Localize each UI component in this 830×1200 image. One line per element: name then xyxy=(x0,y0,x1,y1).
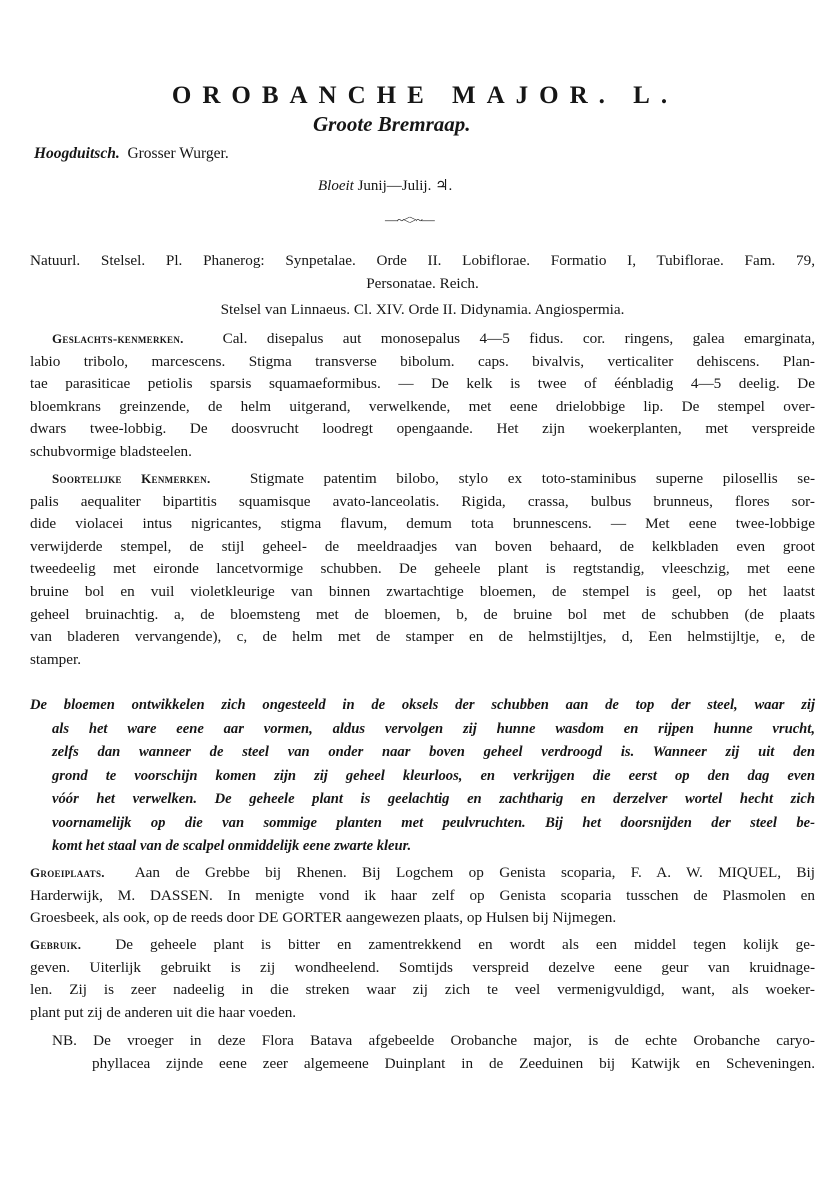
text-line: palis aequaliter bipartitis squamisque avato-lanceolatis. Rigida, crassa, bulbus brunneus, flores sor- xyxy=(30,492,815,510)
classification xyxy=(30,250,815,322)
text-line: Groesbeek, als ook, op de reeds door DE GORTER aangewezen plaats, op Hulsen bij Nijmegen. xyxy=(30,909,617,927)
section-label: Geslachts-kenmerken. xyxy=(52,331,184,346)
bloom-period: Junij—Julij. ♃. xyxy=(357,178,453,194)
text: De geheele plant is bitter en zamentrekkend en wordt als een middel tegen kolijk ge- xyxy=(115,936,815,953)
text-line: Harderwijk, M. DASSEN. In menigte vond ik haar zelf op Genista scoparia tusschen de Plasmolen en xyxy=(30,886,815,904)
text: Cal. disepalus aut monosepalus 4—5 fidus. cor. ringens, galea emarginata, xyxy=(222,330,816,347)
text-line: bloemkrans greinzende, de helm uitgerand, verwelkende, met eene drielobbige lip. De stempel over- xyxy=(30,397,815,415)
text-line: stamper. xyxy=(30,650,82,668)
text-line: voornamelijk op die van sommige planten met peulvruchten. Bij het doorsnijden der steel be- xyxy=(52,814,815,831)
text-line: van bladeren vervangende), c, de helm met de stamper en de helmstijltjes, d, Een helmstijltje, e, de xyxy=(30,628,815,646)
italic-paragraph xyxy=(30,694,815,859)
text-line: grond te voorschijn komen zijn zij geheel kleurloos, en verkrijgen die eerst op den dag even xyxy=(52,767,815,784)
text-line: De bloemen ontwikkelen zich ongesteeld in de oksels der schubben aan de top der steel, waar zij xyxy=(30,697,815,713)
paragraph-first-line xyxy=(30,862,815,885)
text-line: vóór het verwelken. De geheele plant is geelachtig en zachtharig en derzelver wortel hecht zich xyxy=(52,791,815,807)
nota-bene xyxy=(30,1030,815,1075)
linnaeus-line: Stelsel van Linnaeus. Cl. XIV. Orde II. Didynamia. Angiospermia. xyxy=(220,301,625,319)
text-line: dide violacei intus nigricantes, stigma flavum, demum tota brunnescens. — Met eene twee-lobbige xyxy=(30,515,815,533)
text-line: labio tribolo, marcescens. Stigma transverse bibolum. caps. bivalvis, verticaliter dehiscens. Plan- xyxy=(30,352,815,370)
classification-line: Personatae. Reich. xyxy=(366,274,479,292)
german-name: Grosser Wurger. xyxy=(127,145,229,162)
text-line: len. Zij is zeer nadeelig in die streken waar zij zich te veel vermenigvuldigd, want, als woeker- xyxy=(30,981,815,999)
german-label: Hoogduitsch. xyxy=(34,145,120,162)
paragraph-first-line xyxy=(30,468,815,491)
paragraph-first-line xyxy=(30,328,815,351)
text: Aan de Grebbe bij Rhenen. Bij Logchem op Genista scoparia, F. A. W. MIQUEL, Bij xyxy=(134,864,815,881)
ornament-divider: —~<>~— xyxy=(385,212,434,227)
text-line: tweedeelig met eironde lancetvormige schubben. De geheele plant is regtstandig, vleeschzig, met eene xyxy=(30,560,815,578)
paragraph-first-line xyxy=(30,934,815,957)
text-line: plant put zij de anderen uit die haar voeden. xyxy=(30,1003,297,1021)
bloom-label: Bloeit xyxy=(318,178,354,194)
text-line: geven. Uiterlijk gebruikt is zij wondheelend. Somtijds verspreid dezelve eene geur van kruidnage- xyxy=(30,958,815,976)
section-label: Gebruik. xyxy=(30,937,82,952)
geslachts-kenmerken xyxy=(30,328,815,464)
section-label: NB. xyxy=(52,1032,77,1049)
german-name-line xyxy=(34,145,229,163)
text: Stigmate patentim bilobo, stylo ex toto-staminibus superne pilosellis se- xyxy=(249,470,816,487)
dutch-name: Groote Bremraap. xyxy=(313,112,471,136)
text-line: zelfs dan wanneer de steel van onder naar boven geheel verdroogd is. Wanneer zij uit den xyxy=(52,744,815,760)
text: De vroeger in deze Flora Batava afgebeelde Orobanche major, is de echte Orobanche caryo- xyxy=(93,1032,815,1049)
text-line: verwijderde stempel, de stijl geheel- de meeldraadjes van boven behaard, de kelkbladen even groot xyxy=(30,537,815,555)
text-line: komt het staal van de scalpel onmiddelijk eene zwarte kleur. xyxy=(52,838,412,854)
text-line: als het ware eene aar vormen, aldus vervolgen zij hunne wasdom en rijpen hunne vrucht, xyxy=(52,720,815,737)
text-line: schubvormige bladsteelen. xyxy=(30,442,192,460)
section-label: Soortelijke Kenmerken. xyxy=(52,471,211,486)
text-line: tae parasiticae petiolis sparsis squamaeformibus. — De kelk is twee of éénbladig 4—5 deelig. De xyxy=(30,375,815,393)
paragraph-first-line xyxy=(30,1030,815,1053)
text-line: phyllacea zijnde eene zeer algemeene Duinplant in de Zeeduinen bij Katwijk en Scheveningen. xyxy=(92,1054,815,1072)
text-line: bruine bol en vuil violetkleurige van binnen zwartachtige bloemen, de stempel is geel, op het laatst xyxy=(30,582,815,600)
gebruik xyxy=(30,934,815,1024)
groeiplaats xyxy=(30,862,815,930)
soortelijke-kenmerken xyxy=(30,468,815,671)
text-line: geheel bruinachtig. a, de bloemsteng met de bloemen, b, de bruine bol met de schubben (de plaats xyxy=(30,605,815,623)
section-label: Groeiplaats. xyxy=(30,865,105,880)
page-title: OROBANCHE MAJOR. L. xyxy=(171,82,679,109)
classification-line: Natuurl. Stelsel. Pl. Phanerog: Synpetalae. Orde II. Lobiflorae. Formatio I, Tubiflorae. Fam. 79, xyxy=(30,252,815,269)
bloom-line xyxy=(318,176,452,195)
text-line: dwars twee-lobbig. De doosvrucht loodregt opengaande. Het zijn woekerplanten, met verspreide xyxy=(30,420,815,438)
